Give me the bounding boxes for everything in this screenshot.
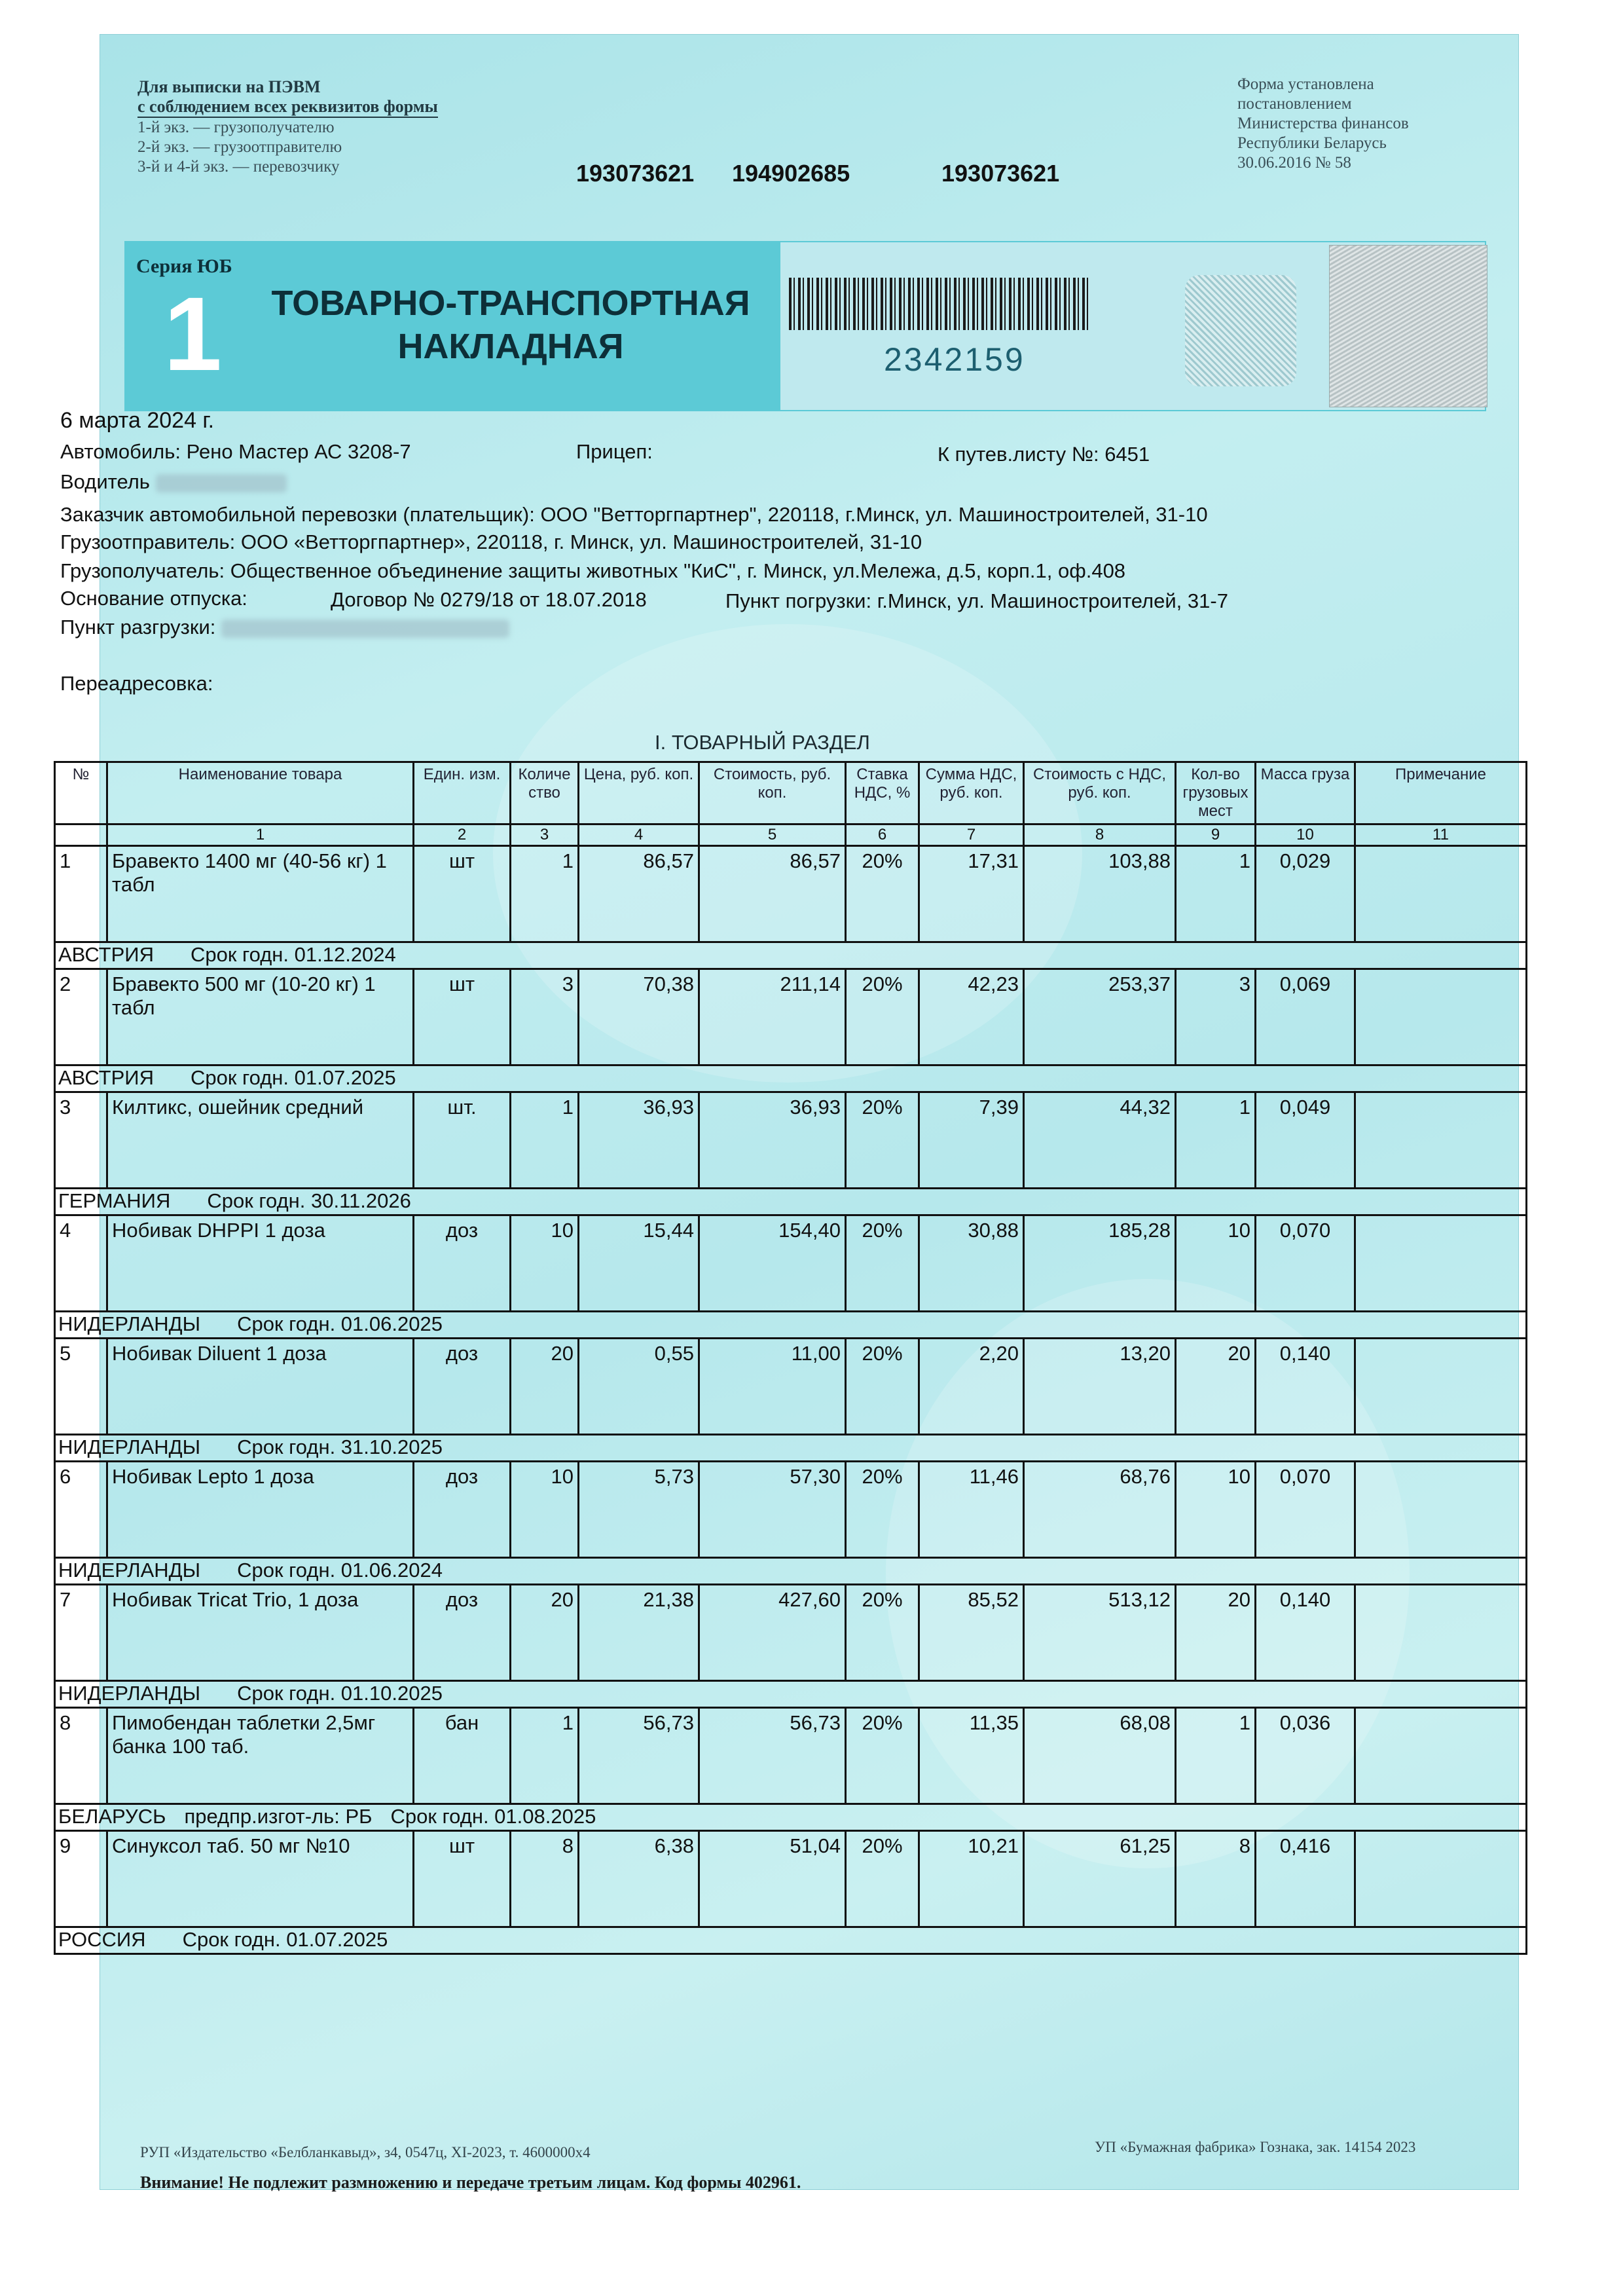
document-date: 6 марта 2024 г. bbox=[60, 408, 215, 433]
vehicle-value: Рено Мастер АС 3208-7 bbox=[186, 440, 411, 463]
item-origin-country: АВСТРИЯ bbox=[58, 943, 154, 966]
col-number: 3 bbox=[511, 824, 579, 846]
origin-row bbox=[55, 1558, 1527, 1585]
table-row bbox=[55, 846, 1527, 942]
item-total: 513,12 bbox=[1024, 1585, 1176, 1681]
unp-payer: 193073621 bbox=[941, 160, 1060, 187]
barcode-image bbox=[789, 278, 1090, 330]
item-origin-country: НИДЕРЛАНДЫ bbox=[58, 1312, 201, 1335]
item-price: 70,38 bbox=[579, 969, 699, 1065]
origin-cell bbox=[55, 1681, 1527, 1708]
shipper-label: Грузоотправитель: bbox=[60, 530, 236, 553]
origin-row bbox=[55, 1927, 1527, 1954]
item-expiry: Срок годн. 01.07.2025 bbox=[182, 1928, 388, 1951]
item-total: 68,76 bbox=[1024, 1462, 1176, 1558]
item-vat-sum: 42,23 bbox=[919, 969, 1024, 1065]
item-note bbox=[1355, 1585, 1527, 1681]
item-number: 1 bbox=[55, 846, 107, 942]
col-number-blank bbox=[55, 824, 107, 846]
redacted-unloading-address bbox=[221, 620, 509, 638]
item-vat-sum: 11,46 bbox=[919, 1462, 1024, 1558]
document-title bbox=[255, 282, 766, 368]
item-cost: 36,93 bbox=[699, 1092, 846, 1189]
col-total: Стоимость с НДС, руб. коп. bbox=[1024, 762, 1176, 824]
item-places: 10 bbox=[1176, 1215, 1256, 1312]
item-note bbox=[1355, 1462, 1527, 1558]
instruction-line: с соблюдением всех реквизитов формы bbox=[137, 97, 438, 118]
item-unit: шт. bbox=[414, 1092, 511, 1189]
item-mass: 0,070 bbox=[1256, 1215, 1355, 1312]
item-origin-country: АВСТРИЯ bbox=[58, 1066, 154, 1089]
item-origin-country: ГЕРМАНИЯ bbox=[58, 1189, 171, 1212]
item-vat-rate: 20% bbox=[846, 1215, 919, 1312]
item-number: 2 bbox=[55, 969, 107, 1065]
item-cost: 86,57 bbox=[699, 846, 846, 942]
origin-row bbox=[55, 1065, 1527, 1092]
item-origin-country: НИДЕРЛАНДЫ bbox=[58, 1435, 201, 1458]
barcode-number: 2342159 bbox=[884, 341, 1025, 378]
vehicle-label: Автомобиль: bbox=[60, 440, 181, 463]
item-price: 15,44 bbox=[579, 1215, 699, 1312]
item-total: 253,37 bbox=[1024, 969, 1176, 1065]
table-row bbox=[55, 1831, 1527, 1927]
item-vat-rate: 20% bbox=[846, 1831, 919, 1927]
item-qty: 20 bbox=[511, 1585, 579, 1681]
item-total: 68,08 bbox=[1024, 1708, 1176, 1804]
origin-row bbox=[55, 1189, 1527, 1215]
col-number: 4 bbox=[579, 824, 699, 846]
waybill-number: 6451 bbox=[1104, 443, 1150, 466]
item-cost: 57,30 bbox=[699, 1462, 846, 1558]
item-number: 8 bbox=[55, 1708, 107, 1804]
unp-sender: 193073621 bbox=[576, 160, 695, 187]
origin-row bbox=[55, 1312, 1527, 1339]
item-expiry: Срок годн. 01.12.2024 bbox=[190, 943, 396, 966]
driver-label: Водитель bbox=[60, 470, 150, 493]
item-vat-sum: 85,52 bbox=[919, 1585, 1024, 1681]
item-manufacturer-note: предпр.изгот-ль: РБ bbox=[184, 1805, 373, 1828]
item-price: 86,57 bbox=[579, 846, 699, 942]
item-expiry: Срок годн. 01.10.2025 bbox=[237, 1682, 443, 1705]
copy-warning: Внимание! Не подлежит размножению и передаче третьим лицам. Код формы 402961. bbox=[140, 2173, 801, 2192]
title-line: НАКЛАДНАЯ bbox=[397, 327, 624, 366]
origin-row bbox=[55, 1435, 1527, 1462]
approval-line: постановлением bbox=[1237, 95, 1352, 113]
item-qty: 8 bbox=[511, 1831, 579, 1927]
instruction-line: 3-й и 4-й экз. — перевозчику bbox=[137, 158, 340, 176]
item-mass: 0,049 bbox=[1256, 1092, 1355, 1189]
vehicle-field bbox=[60, 439, 411, 465]
item-name: Нобивак Tricat Trio, 1 доза bbox=[107, 1585, 414, 1681]
goods-table bbox=[54, 761, 1527, 1955]
form-approval-note bbox=[1237, 75, 1409, 173]
basis-value: Договор № 0279/18 от 18.07.2018 bbox=[331, 588, 647, 611]
shipper-value: ООО «Ветторгпартнер», 220118, г. Минск, ул. Машиностроителей, 31-10 bbox=[240, 530, 922, 553]
origin-cell bbox=[55, 1927, 1527, 1954]
paper-mill-imprint: УП «Бумажная фабрика» Гознака, зак. 14154 2023 bbox=[1095, 2139, 1416, 2155]
origin-row bbox=[55, 942, 1527, 969]
table-row bbox=[55, 1708, 1527, 1804]
approval-line: 30.06.2016 № 58 bbox=[1237, 154, 1351, 172]
item-origin-country: НИДЕРЛАНДЫ bbox=[58, 1559, 201, 1582]
item-number: 6 bbox=[55, 1462, 107, 1558]
item-vat-rate: 20% bbox=[846, 846, 919, 942]
consignee-value: Общественное объединение защиты животных "КиС", г. Минск, ул.Мележа, д.5, корп.1, оф.408 bbox=[230, 559, 1126, 582]
approval-line: Министерства финансов bbox=[1237, 115, 1409, 132]
instruction-line: Для выписки на ПЭВМ bbox=[137, 77, 321, 96]
origin-cell bbox=[55, 1558, 1527, 1585]
item-mass: 0,140 bbox=[1256, 1585, 1355, 1681]
item-places: 20 bbox=[1176, 1339, 1256, 1435]
col-number: 9 bbox=[1176, 824, 1256, 846]
item-cost: 51,04 bbox=[699, 1831, 846, 1927]
item-price: 56,73 bbox=[579, 1708, 699, 1804]
item-name: Нобивак DHPPI 1 доза bbox=[107, 1215, 414, 1312]
item-unit: шт bbox=[414, 846, 511, 942]
item-places: 10 bbox=[1176, 1462, 1256, 1558]
unloading-field bbox=[60, 614, 509, 640]
redacted-driver bbox=[156, 474, 287, 492]
item-total: 185,28 bbox=[1024, 1215, 1176, 1312]
table-header-row bbox=[55, 762, 1527, 824]
printer-imprint: РУП «Издательство «Белбланкавыд», з4, 0547ц, XI-2023, т. 4600000х4 bbox=[140, 2144, 591, 2160]
item-total: 13,20 bbox=[1024, 1339, 1176, 1435]
loading-field bbox=[725, 588, 1228, 614]
item-note bbox=[1355, 969, 1527, 1065]
item-vat-rate: 20% bbox=[846, 969, 919, 1065]
item-expiry: Срок годн. 01.06.2025 bbox=[237, 1312, 443, 1335]
item-vat-rate: 20% bbox=[846, 1585, 919, 1681]
customer-field bbox=[60, 502, 1208, 528]
item-mass: 0,029 bbox=[1256, 846, 1355, 942]
item-mass: 0,070 bbox=[1256, 1462, 1355, 1558]
item-name: Нобивак Diluent 1 доза bbox=[107, 1339, 414, 1435]
item-expiry: Срок годн. 01.08.2025 bbox=[390, 1805, 596, 1828]
item-total: 103,88 bbox=[1024, 846, 1176, 942]
table-row bbox=[55, 1215, 1527, 1312]
item-note bbox=[1355, 1092, 1527, 1189]
item-name: Килтикс, ошейник средний bbox=[107, 1092, 414, 1189]
item-unit: доз bbox=[414, 1585, 511, 1681]
item-unit: доз bbox=[414, 1339, 511, 1435]
item-expiry: Срок годн. 01.07.2025 bbox=[190, 1066, 396, 1089]
item-places: 8 bbox=[1176, 1831, 1256, 1927]
approval-line: Республики Беларусь bbox=[1237, 134, 1387, 152]
item-qty: 10 bbox=[511, 1215, 579, 1312]
item-vat-sum: 7,39 bbox=[919, 1092, 1024, 1189]
title-line: ТОВАРНО-ТРАНСПОРТНАЯ bbox=[271, 284, 750, 323]
item-mass: 0,069 bbox=[1256, 969, 1355, 1065]
col-mass: Масса груза bbox=[1256, 762, 1355, 824]
instruction-line: 2-й экз. — грузоотправителю bbox=[137, 138, 342, 156]
item-qty: 1 bbox=[511, 1092, 579, 1189]
table-row bbox=[55, 1092, 1527, 1189]
item-cost: 154,40 bbox=[699, 1215, 846, 1312]
item-price: 0,55 bbox=[579, 1339, 699, 1435]
col-cost: Стоимость, руб. коп. bbox=[699, 762, 846, 824]
item-qty: 1 bbox=[511, 1708, 579, 1804]
item-vat-rate: 20% bbox=[846, 1462, 919, 1558]
item-number: 3 bbox=[55, 1092, 107, 1189]
item-vat-sum: 11,35 bbox=[919, 1708, 1024, 1804]
item-mass: 0,416 bbox=[1256, 1831, 1355, 1927]
series-label: Серия ЮБ bbox=[136, 255, 232, 277]
loading-label: Пункт погрузки: bbox=[725, 589, 872, 612]
item-unit: шт bbox=[414, 969, 511, 1065]
column-numbers-row bbox=[55, 824, 1527, 846]
item-places: 3 bbox=[1176, 969, 1256, 1065]
origin-cell bbox=[55, 1065, 1527, 1092]
security-hologram bbox=[1329, 245, 1487, 407]
unloading-label: Пункт разгрузки: bbox=[60, 616, 216, 639]
item-vat-rate: 20% bbox=[846, 1339, 919, 1435]
col-number: 5 bbox=[699, 824, 846, 846]
item-price: 5,73 bbox=[579, 1462, 699, 1558]
origin-cell bbox=[55, 942, 1527, 969]
item-price: 6,38 bbox=[579, 1831, 699, 1927]
item-unit: бан bbox=[414, 1708, 511, 1804]
item-origin-country: РОССИЯ bbox=[58, 1928, 146, 1951]
table-row bbox=[55, 969, 1527, 1065]
item-mass: 0,140 bbox=[1256, 1339, 1355, 1435]
col-num: № bbox=[55, 762, 107, 824]
driver-field bbox=[60, 469, 287, 495]
item-number: 5 bbox=[55, 1339, 107, 1435]
col-note: Примечание bbox=[1355, 762, 1527, 824]
item-cost: 11,00 bbox=[699, 1339, 846, 1435]
col-number: 7 bbox=[919, 824, 1024, 846]
item-cost: 427,60 bbox=[699, 1585, 846, 1681]
col-price: Цена, руб. коп. bbox=[579, 762, 699, 824]
shipper-field bbox=[60, 529, 922, 555]
item-note bbox=[1355, 1708, 1527, 1804]
col-number: 10 bbox=[1256, 824, 1355, 846]
item-unit: шт bbox=[414, 1831, 511, 1927]
item-qty: 3 bbox=[511, 969, 579, 1065]
item-note bbox=[1355, 1215, 1527, 1312]
section-title: I. ТОВАРНЫЙ РАЗДЕЛ bbox=[655, 731, 870, 754]
copy-number: 1 bbox=[164, 275, 222, 392]
item-places: 1 bbox=[1176, 1092, 1256, 1189]
copy-instructions bbox=[137, 77, 438, 177]
item-note bbox=[1355, 1831, 1527, 1927]
item-unit: доз bbox=[414, 1215, 511, 1312]
col-name: Наименование товара bbox=[107, 762, 414, 824]
item-vat-rate: 20% bbox=[846, 1708, 919, 1804]
consignee-field bbox=[60, 558, 1125, 584]
col-number: 6 bbox=[846, 824, 919, 846]
item-number: 4 bbox=[55, 1215, 107, 1312]
origin-cell bbox=[55, 1189, 1527, 1215]
item-vat-sum: 17,31 bbox=[919, 846, 1024, 942]
table-row bbox=[55, 1462, 1527, 1558]
col-number: 8 bbox=[1024, 824, 1176, 846]
consignee-label: Грузополучатель: bbox=[60, 559, 225, 582]
item-unit: доз bbox=[414, 1462, 511, 1558]
item-origin-country: БЕЛАРУСЬ bbox=[58, 1805, 166, 1828]
item-vat-rate: 20% bbox=[846, 1092, 919, 1189]
col-number: 11 bbox=[1355, 824, 1527, 846]
waybill-field bbox=[938, 441, 1150, 468]
item-name: Бравекто 500 мг (10-20 кг) 1 табл bbox=[107, 969, 414, 1065]
item-price: 36,93 bbox=[579, 1092, 699, 1189]
waybill-label: К путев.листу №: bbox=[938, 443, 1099, 466]
origin-cell bbox=[55, 1435, 1527, 1462]
origin-row bbox=[55, 1804, 1527, 1831]
item-name: Пимобендан таблетки 2,5мг банка 100 таб. bbox=[107, 1708, 414, 1804]
item-note bbox=[1355, 846, 1527, 942]
item-price: 21,38 bbox=[579, 1585, 699, 1681]
item-qty: 10 bbox=[511, 1462, 579, 1558]
item-vat-sum: 30,88 bbox=[919, 1215, 1024, 1312]
origin-cell bbox=[55, 1804, 1527, 1831]
basis-label: Основание отпуска: bbox=[60, 587, 247, 610]
readdress-label: Переадресовка: bbox=[60, 672, 213, 695]
col-number: 1 bbox=[107, 824, 414, 846]
item-qty: 20 bbox=[511, 1339, 579, 1435]
item-note bbox=[1355, 1339, 1527, 1435]
approval-line: Форма установлена bbox=[1237, 75, 1374, 93]
hologram-seal bbox=[1185, 275, 1296, 386]
table-row bbox=[55, 1585, 1527, 1681]
item-vat-sum: 2,20 bbox=[919, 1339, 1024, 1435]
col-unit: Един. изм. bbox=[414, 762, 511, 824]
item-expiry: Срок годн. 01.06.2024 bbox=[237, 1559, 443, 1582]
origin-cell bbox=[55, 1312, 1527, 1339]
item-name: Синуксол таб. 50 мг №10 bbox=[107, 1831, 414, 1927]
instruction-line: 1-й экз. — грузополучателю bbox=[137, 119, 335, 136]
item-name: Нобивак Lepto 1 доза bbox=[107, 1462, 414, 1558]
item-total: 61,25 bbox=[1024, 1831, 1176, 1927]
customer-label: Заказчик автомобильной перевозки (плательщик): bbox=[60, 503, 535, 526]
item-expiry: Срок годн. 31.10.2025 bbox=[237, 1435, 443, 1458]
item-places: 20 bbox=[1176, 1585, 1256, 1681]
item-number: 9 bbox=[55, 1831, 107, 1927]
item-name: Бравекто 1400 мг (40-56 кг) 1 табл bbox=[107, 846, 414, 942]
item-number: 7 bbox=[55, 1585, 107, 1681]
origin-row bbox=[55, 1681, 1527, 1708]
col-qty: Количе ство bbox=[511, 762, 579, 824]
table-row bbox=[55, 1339, 1527, 1435]
col-vat-rate: Ставка НДС, % bbox=[846, 762, 919, 824]
col-number: 2 bbox=[414, 824, 511, 846]
item-places: 1 bbox=[1176, 1708, 1256, 1804]
item-origin-country: НИДЕРЛАНДЫ bbox=[58, 1682, 201, 1705]
loading-value: г.Минск, ул. Машиностроителей, 31-7 bbox=[877, 589, 1228, 612]
col-places: Кол-во грузовых мест bbox=[1176, 762, 1256, 824]
trailer-label: Прицеп: bbox=[576, 440, 653, 463]
customer-value: ООО "Ветторгпартнер", 220118, г.Минск, ул. Машиностроителей, 31-10 bbox=[540, 503, 1208, 526]
goods-table-body bbox=[55, 846, 1527, 1954]
item-qty: 1 bbox=[511, 846, 579, 942]
unp-receiver: 194902685 bbox=[732, 160, 850, 187]
item-expiry: Срок годн. 30.11.2026 bbox=[207, 1189, 411, 1212]
item-mass: 0,036 bbox=[1256, 1708, 1355, 1804]
item-total: 44,32 bbox=[1024, 1092, 1176, 1189]
col-vat-sum: Сумма НДС, руб. коп. bbox=[919, 762, 1024, 824]
item-vat-sum: 10,21 bbox=[919, 1831, 1024, 1927]
item-cost: 211,14 bbox=[699, 969, 846, 1065]
item-places: 1 bbox=[1176, 846, 1256, 942]
item-cost: 56,73 bbox=[699, 1708, 846, 1804]
